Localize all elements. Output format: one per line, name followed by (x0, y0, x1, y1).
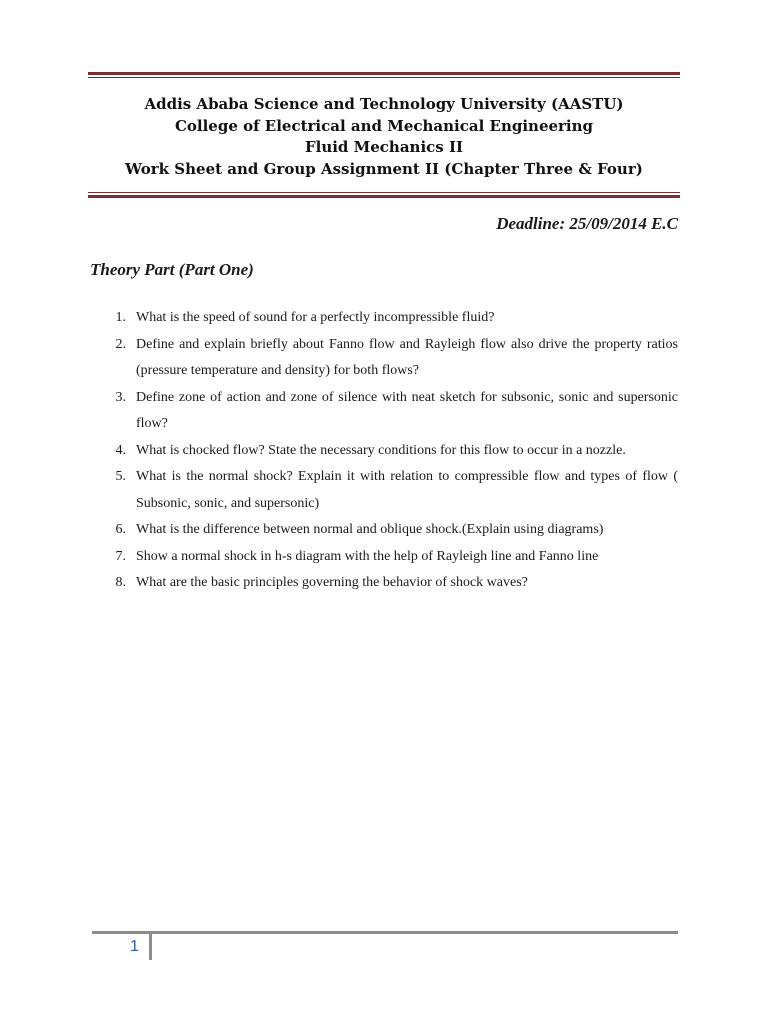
header-top-rule (88, 72, 680, 78)
question-number: 8. (115, 575, 126, 590)
question-item (104, 332, 678, 385)
question-text: Show a normal shock in h-s diagram with the help of Rayleigh line and Fanno line (136, 548, 599, 564)
question-item (104, 305, 678, 332)
header-bottom-rule (88, 192, 680, 198)
question-number: 5. (115, 469, 126, 484)
question-item (104, 438, 678, 465)
question-number: 2. (115, 336, 126, 352)
question-text: What is the speed of sound for a perfectly incompressible fluid? (136, 310, 495, 325)
question-item (104, 464, 678, 517)
assignment-title: Work Sheet and Group Assignment II (Chapter Three & Four) (125, 159, 643, 178)
question-number: 3. (115, 389, 126, 405)
question-number: 1. (115, 310, 126, 325)
deadline: Deadline: 25/09/2014 E.C (496, 214, 678, 233)
footer-divider (149, 934, 152, 960)
question-number: 6. (115, 522, 126, 537)
question-item (104, 544, 678, 571)
question-text: What is the normal shock? Explain it with relation to compressible flow and types of flow ( Subsonic, sonic, and supersonic) (136, 469, 678, 511)
question-list (104, 305, 678, 597)
question-text: What are the basic principles governing the behavior of shock waves? (136, 575, 528, 590)
page-number: 1 (130, 938, 139, 955)
question-item (104, 570, 678, 597)
question-number: 4. (115, 442, 126, 458)
document-header (88, 94, 680, 180)
university-name: Addis Ababa Science and Technology University (AASTU) (144, 95, 624, 113)
course-name: Fluid Mechanics II (304, 138, 463, 156)
question-text: Define and explain briefly about Fanno flow and Rayleigh flow also drive the property ratios (pressure temperature and density) for both flows? (136, 336, 678, 378)
footer-rule (92, 931, 678, 934)
college-name: College of Electrical and Mechanical Engineering (174, 116, 594, 135)
question-item (104, 385, 678, 438)
question-text: Define zone of action and zone of silence with neat sketch for subsonic, sonic and supersonic flow? (136, 389, 678, 431)
section-title: Theory Part (Part One) (90, 260, 254, 279)
question-item (104, 517, 678, 544)
question-text: What is chocked flow? State the necessary conditions for this flow to occur in a nozzle. (136, 442, 626, 458)
question-number: 7. (115, 548, 126, 564)
question-text: What is the difference between normal and oblique shock.(Explain using diagrams) (136, 522, 604, 537)
